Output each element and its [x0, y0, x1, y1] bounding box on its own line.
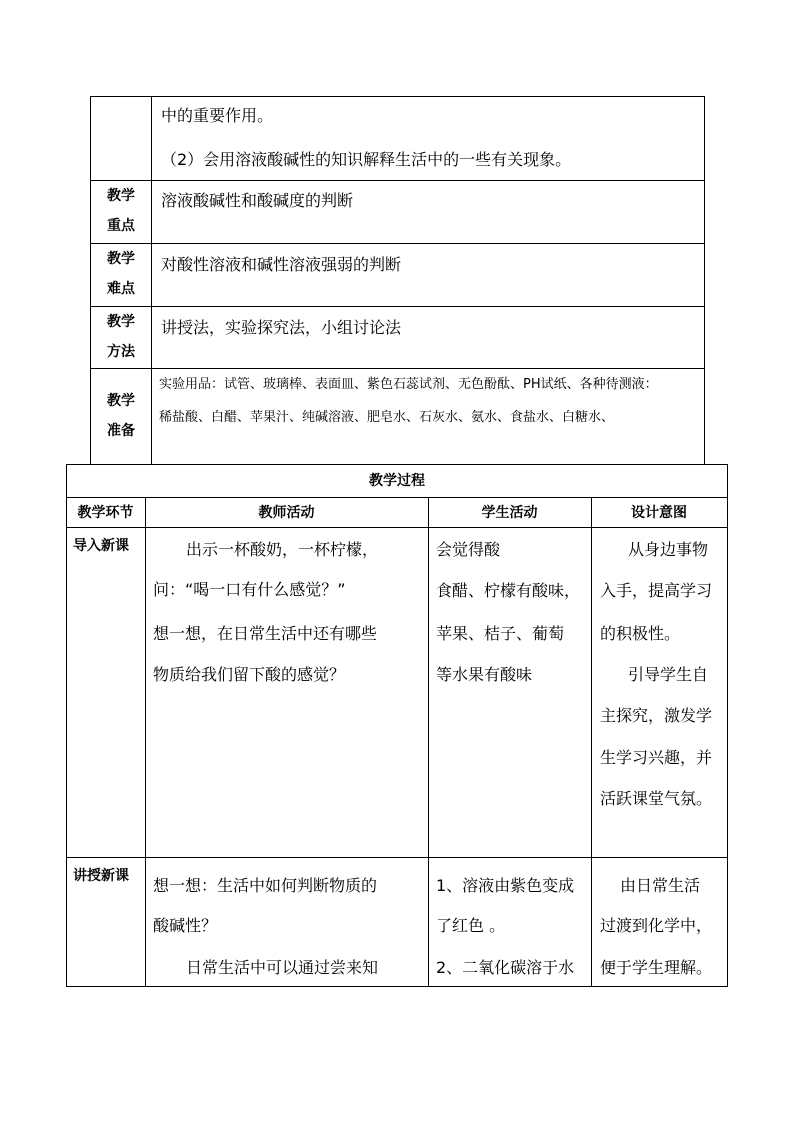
- intent-line: 过渡到化学中，: [600, 916, 713, 935]
- student-line: 2、二氧化碳溶于水: [436, 958, 575, 977]
- teacher-line: 想一想：生活中如何判断物质的: [153, 876, 378, 895]
- intent-line: 活跃课堂气氛。: [600, 789, 713, 808]
- column-divider: [591, 497, 592, 987]
- row-divider: [66, 527, 728, 528]
- row-divider: [90, 180, 705, 181]
- row-divider: [66, 497, 728, 498]
- teacher-line: 出示一杯酸奶，一杯柠檬，: [186, 540, 379, 559]
- difficulty-label-1: 教学: [107, 251, 135, 267]
- header-teacher: 教师活动: [258, 505, 315, 521]
- intent-line: 引导学生自: [628, 665, 709, 684]
- student-line: 等水果有酸味: [436, 665, 533, 684]
- process-table-border-top: [66, 464, 728, 465]
- student-line: 会觉得酸: [436, 540, 501, 559]
- student-line: 了红色 。: [436, 916, 506, 935]
- top-table-border-right: [704, 96, 705, 464]
- stage-teaching: 讲授新课: [73, 868, 129, 884]
- difficulty-label-2: 难点: [107, 281, 135, 297]
- student-line: 食醋、柠檬有酸味，: [436, 581, 581, 600]
- process-table-border-right: [727, 464, 728, 987]
- stage-intro: 导入新课: [73, 538, 129, 554]
- objective-line-1: 中的重要作用。: [161, 106, 274, 125]
- key-point-content: 溶液酸碱性和酸碱度的判断: [161, 191, 354, 210]
- teacher-line: 日常生活中可以通过尝来知: [186, 958, 379, 977]
- teacher-line: 物质给我们留下酸的感觉？: [153, 665, 346, 684]
- intent-line: 生学习兴趣，并: [600, 748, 713, 767]
- prep-line-1: 实验用品：试管、玻璃棒、表面皿、紫色石蕊试剂、无色酚酞、PH试纸、各种待测液：: [159, 377, 658, 392]
- student-line: 苹果、桔子、葡萄: [436, 624, 565, 643]
- process-table-border-left: [66, 464, 67, 987]
- column-divider: [145, 497, 146, 987]
- intent-line: 由日常生活: [620, 876, 701, 895]
- column-divider: [428, 497, 429, 987]
- row-divider: [90, 368, 705, 369]
- intent-line: 的积极性。: [600, 624, 681, 643]
- method-label-1: 教学: [107, 314, 135, 330]
- header-intent: 设计意图: [631, 505, 687, 521]
- teacher-line: 酸碱性？: [153, 916, 218, 935]
- prep-label-1: 教学: [107, 393, 135, 409]
- intent-line: 从身边事物: [628, 540, 709, 559]
- header-student: 学生活动: [481, 505, 538, 521]
- top-table-border-top: [90, 96, 705, 97]
- prep-label-2: 准备: [107, 423, 135, 439]
- method-label-2: 方法: [107, 344, 135, 360]
- method-content: 讲授法，实验探究法，小组讨论法: [161, 318, 402, 337]
- key-point-label-2: 重点: [107, 218, 135, 234]
- teacher-line: 问：“喝一口有什么感觉？”: [153, 580, 346, 599]
- top-table-column-divider: [151, 96, 152, 464]
- row-divider: [90, 306, 705, 307]
- objective-line-2: （2）会用溶液酸碱性的知识解释生活中的一些有关现象。: [161, 150, 572, 169]
- student-line: 1、溶液由紫色变成: [436, 876, 575, 895]
- process-title: 教学过程: [369, 473, 425, 489]
- intent-line: 入手，提高学习: [600, 581, 713, 600]
- prep-line-2: 稀盐酸、白醋、苹果汁、纯碱溶液、肥皂水、石灰水、氨水、食盐水、白糖水、: [159, 410, 615, 425]
- row-divider: [66, 857, 728, 858]
- process-table-border-bottom: [66, 986, 728, 987]
- teacher-line: 想一想，在日常生活中还有哪些: [153, 624, 378, 643]
- intent-line: 主探究，激发学: [600, 706, 713, 725]
- intent-line: 便于学生理解。: [600, 958, 713, 977]
- header-stage: 教学环节: [77, 505, 134, 521]
- difficulty-content: 对酸性溶液和碱性溶液强弱的判断: [161, 255, 402, 274]
- row-divider: [90, 243, 705, 244]
- key-point-label-1: 教学: [107, 188, 135, 204]
